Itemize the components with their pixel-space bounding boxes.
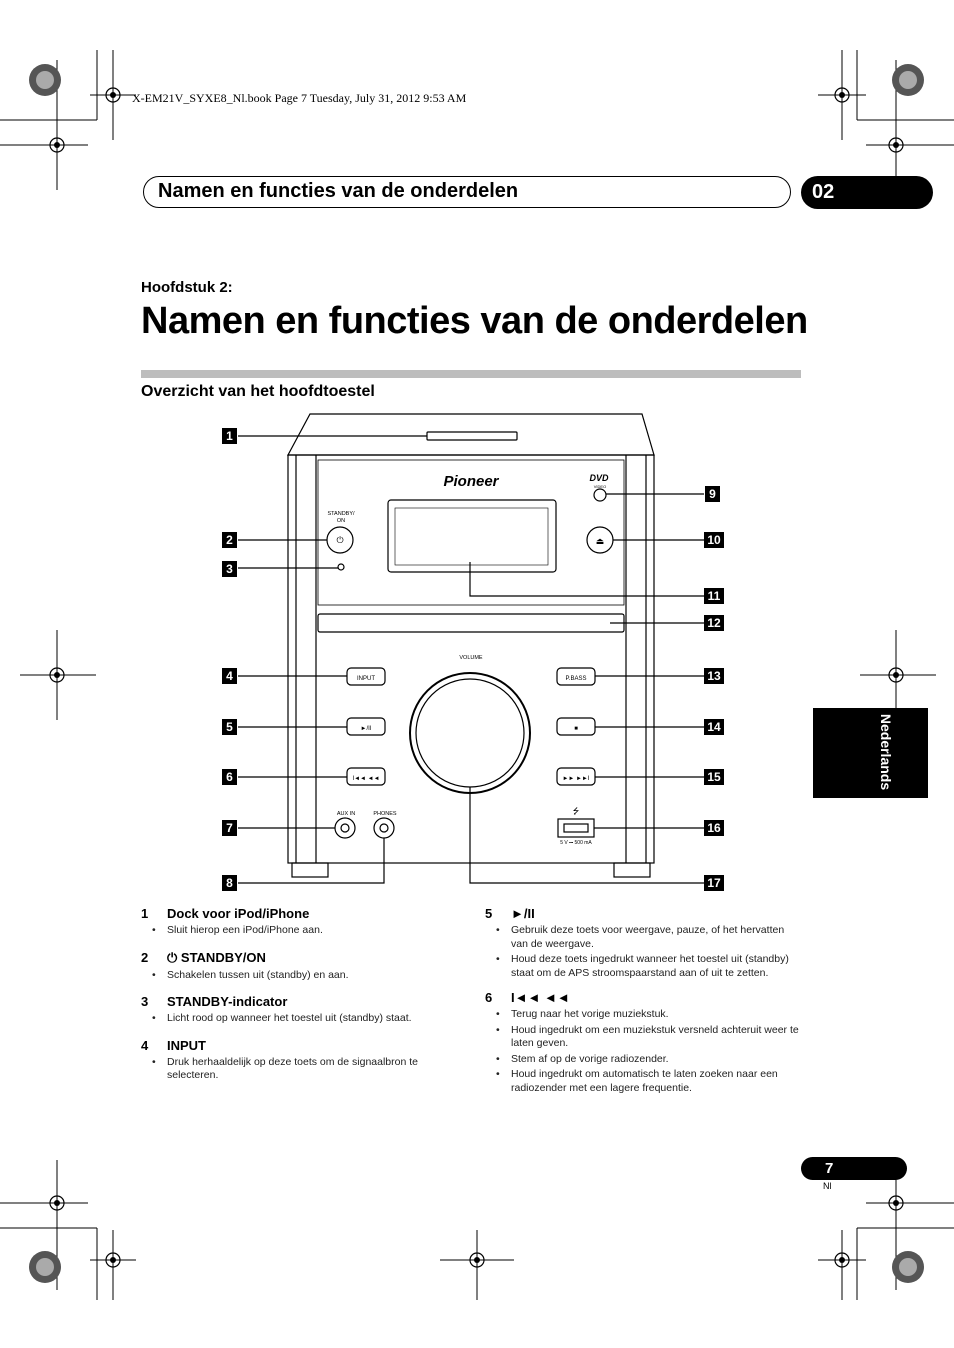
callout-13: 13 bbox=[704, 668, 724, 684]
item-bullet: • Stem af op de vorige radiozender. bbox=[485, 1053, 800, 1067]
page-title: Namen en functies van de onderdelen bbox=[141, 300, 808, 342]
item-bullet: • Gebruik deze toets voor weergave, pauze, of het hervatten van de weergave. bbox=[485, 924, 800, 951]
item-heading: 5 ►/II bbox=[485, 906, 535, 921]
chapter-number: 02 bbox=[812, 181, 835, 203]
callout-4: 4 bbox=[222, 668, 237, 684]
page-number-badge bbox=[801, 1157, 907, 1180]
item-bullet: • Houd ingedrukt om automatisch te laten zoeken naar een radiozender met een lagere frequentie. bbox=[485, 1068, 800, 1095]
play-pause-button-label: ►/II bbox=[360, 726, 372, 732]
svg-text:AUX IN: AUX IN bbox=[336, 811, 356, 817]
prev-button-label: I◄◄ ◄◄ bbox=[352, 776, 380, 782]
item-bullet: • Druk herhaaldelijk op deze toets om de signaalbron te selecteren. bbox=[141, 1056, 461, 1083]
stop-button-label: ■ bbox=[574, 726, 578, 732]
item-heading: 4 INPUT bbox=[141, 1037, 206, 1053]
item-bullet: • Terug naar het vorige muziekstuk. bbox=[485, 1008, 800, 1022]
eject-icon: ⏏ bbox=[595, 536, 605, 546]
item-bullet: • Licht rood op wanneer het toestel uit (standby) staat. bbox=[141, 1012, 461, 1026]
print-meta: X-EM21V_SYXE8_Nl.book Page 7 Tuesday, July 31, 2012 9:53 AM bbox=[132, 91, 467, 105]
dvd-logo: DVD bbox=[589, 473, 609, 483]
item-heading: 3 STANDBY-indicator bbox=[141, 994, 288, 1009]
input-button-label: INPUT bbox=[357, 676, 375, 682]
brand-logo: Pioneer bbox=[443, 473, 499, 490]
items-right bbox=[485, 906, 800, 1095]
callout-2: 2 bbox=[222, 532, 237, 548]
callout-9: 9 bbox=[705, 486, 720, 502]
svg-text:ON: ON bbox=[336, 518, 346, 524]
callout-14: 14 bbox=[704, 719, 724, 735]
svg-text:PHONES: PHONES bbox=[373, 811, 397, 817]
svg-text:5 V ⎓ 500 mA: 5 V ⎓ 500 mA bbox=[560, 840, 592, 846]
item-bullet: • Sluit hierop een iPod/iPhone aan. bbox=[141, 924, 461, 938]
next-button-label: ►► ►►I bbox=[562, 776, 590, 782]
callout-8: 8 bbox=[222, 875, 237, 891]
item-bullet: • Houd deze toets ingedrukt wanneer het toestel uit (standby) staat om de APS stroomspaarstand aan of uit te zetten. bbox=[485, 953, 800, 980]
language-tab-label: Nederlands bbox=[878, 713, 894, 791]
svg-text:VIDEO: VIDEO bbox=[593, 484, 607, 489]
callout-16: 16 bbox=[704, 820, 724, 836]
callout-1: 1 bbox=[222, 428, 237, 444]
items-left bbox=[141, 906, 461, 1083]
page-number: 7 bbox=[825, 1160, 834, 1177]
pbass-button-label: P.BASS bbox=[565, 676, 587, 682]
item-bullet: • Schakelen tussen uit (standby) en aan. bbox=[141, 969, 461, 983]
callout-15: 15 bbox=[704, 769, 724, 785]
section-title: Overzicht van het hoofdtoestel bbox=[141, 383, 375, 400]
callout-7: 7 bbox=[222, 820, 237, 836]
callout-17: 17 bbox=[704, 875, 724, 891]
item-heading: 6 I◄◄ ◄◄ bbox=[485, 990, 570, 1005]
power-icon: ⏻ bbox=[336, 535, 344, 545]
callout-3: 3 bbox=[222, 561, 237, 577]
chapter-kicker: Hoofdstuk 2: bbox=[141, 279, 233, 296]
item-heading: 2 ⏻ STANDBY/ON bbox=[141, 949, 266, 965]
item-heading: 1 Dock voor iPod/iPhone bbox=[141, 906, 310, 921]
item-bullet: • Houd ingedrukt om een muziekstuk versneld achteruit weer te laten geven. bbox=[485, 1024, 800, 1051]
callout-6: 6 bbox=[222, 769, 237, 785]
header-title: Namen en functies van de onderdelen bbox=[158, 180, 519, 202]
svg-text:STANDBY/: STANDBY/ bbox=[327, 511, 355, 517]
callout-12: 12 bbox=[704, 615, 724, 631]
page-language: Nl bbox=[823, 1181, 832, 1191]
svg-text:VOLUME: VOLUME bbox=[459, 655, 483, 661]
callout-5: 5 bbox=[222, 719, 237, 735]
usb-icon: ⭍ bbox=[572, 807, 580, 816]
callout-11: 11 bbox=[704, 588, 724, 604]
callout-10: 10 bbox=[704, 532, 724, 548]
